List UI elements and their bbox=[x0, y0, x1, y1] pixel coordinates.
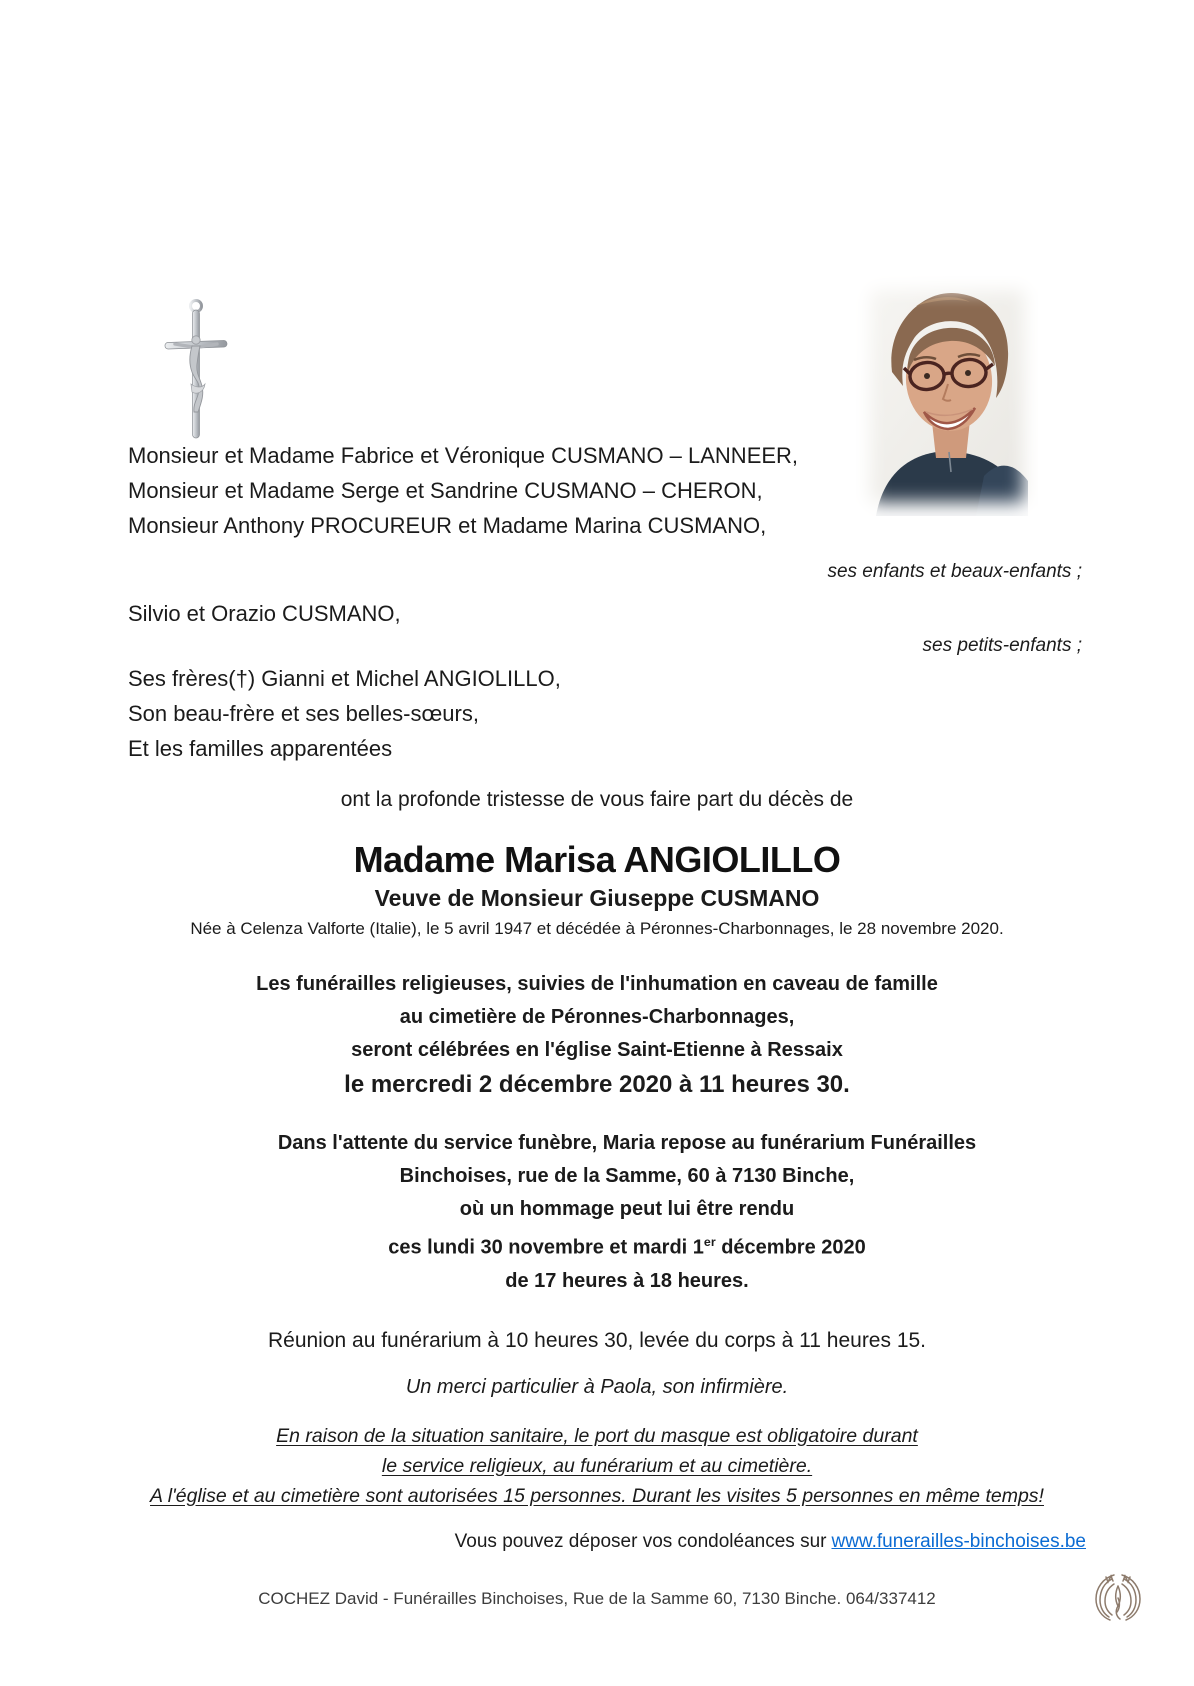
reunion-line: Réunion au funérarium à 10 heures 30, levée du corps à 11 heures 15. bbox=[267, 1328, 927, 1352]
relatives-line-1: Ses frères(†) Gianni et Michel ANGIOLILLO, bbox=[128, 666, 561, 691]
children-line-1: Monsieur et Madame Fabrice et Véronique CUSMANO – LANNEER, bbox=[128, 443, 799, 468]
visit-dates-pre: ces lundi 30 novembre et mardi 1 bbox=[388, 1236, 704, 1259]
children-lines bbox=[0, 438, 1194, 543]
relatives-line-2: Son beau-frère et ses belles-sœurs, bbox=[128, 701, 479, 726]
relatives-lines bbox=[0, 661, 1194, 766]
covid-line-2 bbox=[0, 1451, 1194, 1481]
repose-details bbox=[0, 1127, 1194, 1298]
ceremony-details bbox=[0, 968, 1194, 1103]
visit-dates-post: décembre 2020 bbox=[715, 1236, 866, 1259]
covid-line-1-text: En raison de la situation sanitaire, le port du masque est obligatoire durant bbox=[276, 1424, 918, 1447]
children-line-2: Monsieur et Madame Serge et Sandrine CUSMANO – CHERON, bbox=[128, 478, 763, 503]
covid-line-1 bbox=[0, 1421, 1194, 1451]
wings-logo bbox=[1092, 1568, 1144, 1624]
condolences-line bbox=[0, 1527, 1194, 1557]
condolences-link[interactable]: www.funerailles-binchoises.be bbox=[831, 1530, 1086, 1552]
repose-line-3: où un hommage peut lui être rendu bbox=[459, 1198, 795, 1220]
covid-notice bbox=[0, 1421, 1194, 1511]
children-relation-note: ses enfants et beaux-enfants ; bbox=[827, 561, 1082, 582]
footer-text: COCHEZ David - Funérailles Binchoises, Rue de la Samme 60, 7130 Binche. 064/337412 bbox=[258, 1588, 936, 1608]
visit-dates-line bbox=[60, 1226, 1194, 1265]
covid-line-3-text: A l'église et au cimetière sont autorisées 15 personnes. Durant les visites 5 personnes en même temps! bbox=[150, 1484, 1044, 1507]
visit-dates-superscript: er bbox=[703, 1235, 716, 1249]
repose-line-2: Binchoises, rue de la Samme, 60 à 7130 Binche, bbox=[399, 1165, 855, 1187]
ceremony-datetime: le mercredi 2 décembre 2020 à 11 heures 30. bbox=[344, 1071, 850, 1098]
children-line-3: Monsieur Anthony PROCUREUR et Madame Marina CUSMANO, bbox=[128, 513, 767, 538]
grandchildren-line: Silvio et Orazio CUSMANO, bbox=[128, 601, 401, 626]
grandchildren-relation-note: ses petits-enfants ; bbox=[922, 635, 1082, 656]
repose-line-1: Dans l'attente du service funèbre, Maria repose au funérarium Funérailles bbox=[277, 1132, 977, 1154]
ceremony-line-3: seront célébrées en l'église Saint-Etienne à Ressaix bbox=[351, 1039, 843, 1061]
covid-line-3 bbox=[0, 1481, 1194, 1511]
birth-death-line: Née à Celenza Valforte (Italie), le 5 avril 1947 et décédée à Péronnes-Charbonnages, le 28 novembre 2020. bbox=[190, 919, 1004, 938]
condolences-text: Vous pouvez déposer vos condoléances sur bbox=[454, 1530, 827, 1552]
thanks-line: Un merci particulier à Paola, son infirmière. bbox=[405, 1375, 789, 1398]
visit-hours-line: de 17 heures à 18 heures. bbox=[505, 1269, 749, 1292]
covid-line-2-text: le service religieux, au funérarium et au cimetière. bbox=[381, 1454, 813, 1477]
ceremony-line-1: Les funérailles religieuses, suivies de l'inhumation en caveau de famille bbox=[256, 973, 938, 995]
widow-of-line: Veuve de Monsieur Giuseppe CUSMANO bbox=[374, 885, 820, 911]
relatives-line-3: Et les familles apparentées bbox=[128, 736, 393, 761]
wings-logo-svg bbox=[1092, 1568, 1144, 1624]
ceremony-line-2: au cimetière de Péronnes-Charbonnages, bbox=[399, 1006, 795, 1028]
deceased-name: Madame Marisa ANGIOLILLO bbox=[353, 839, 841, 880]
announcement-intro: ont la profonde tristesse de vous faire part du décès de bbox=[340, 788, 854, 811]
